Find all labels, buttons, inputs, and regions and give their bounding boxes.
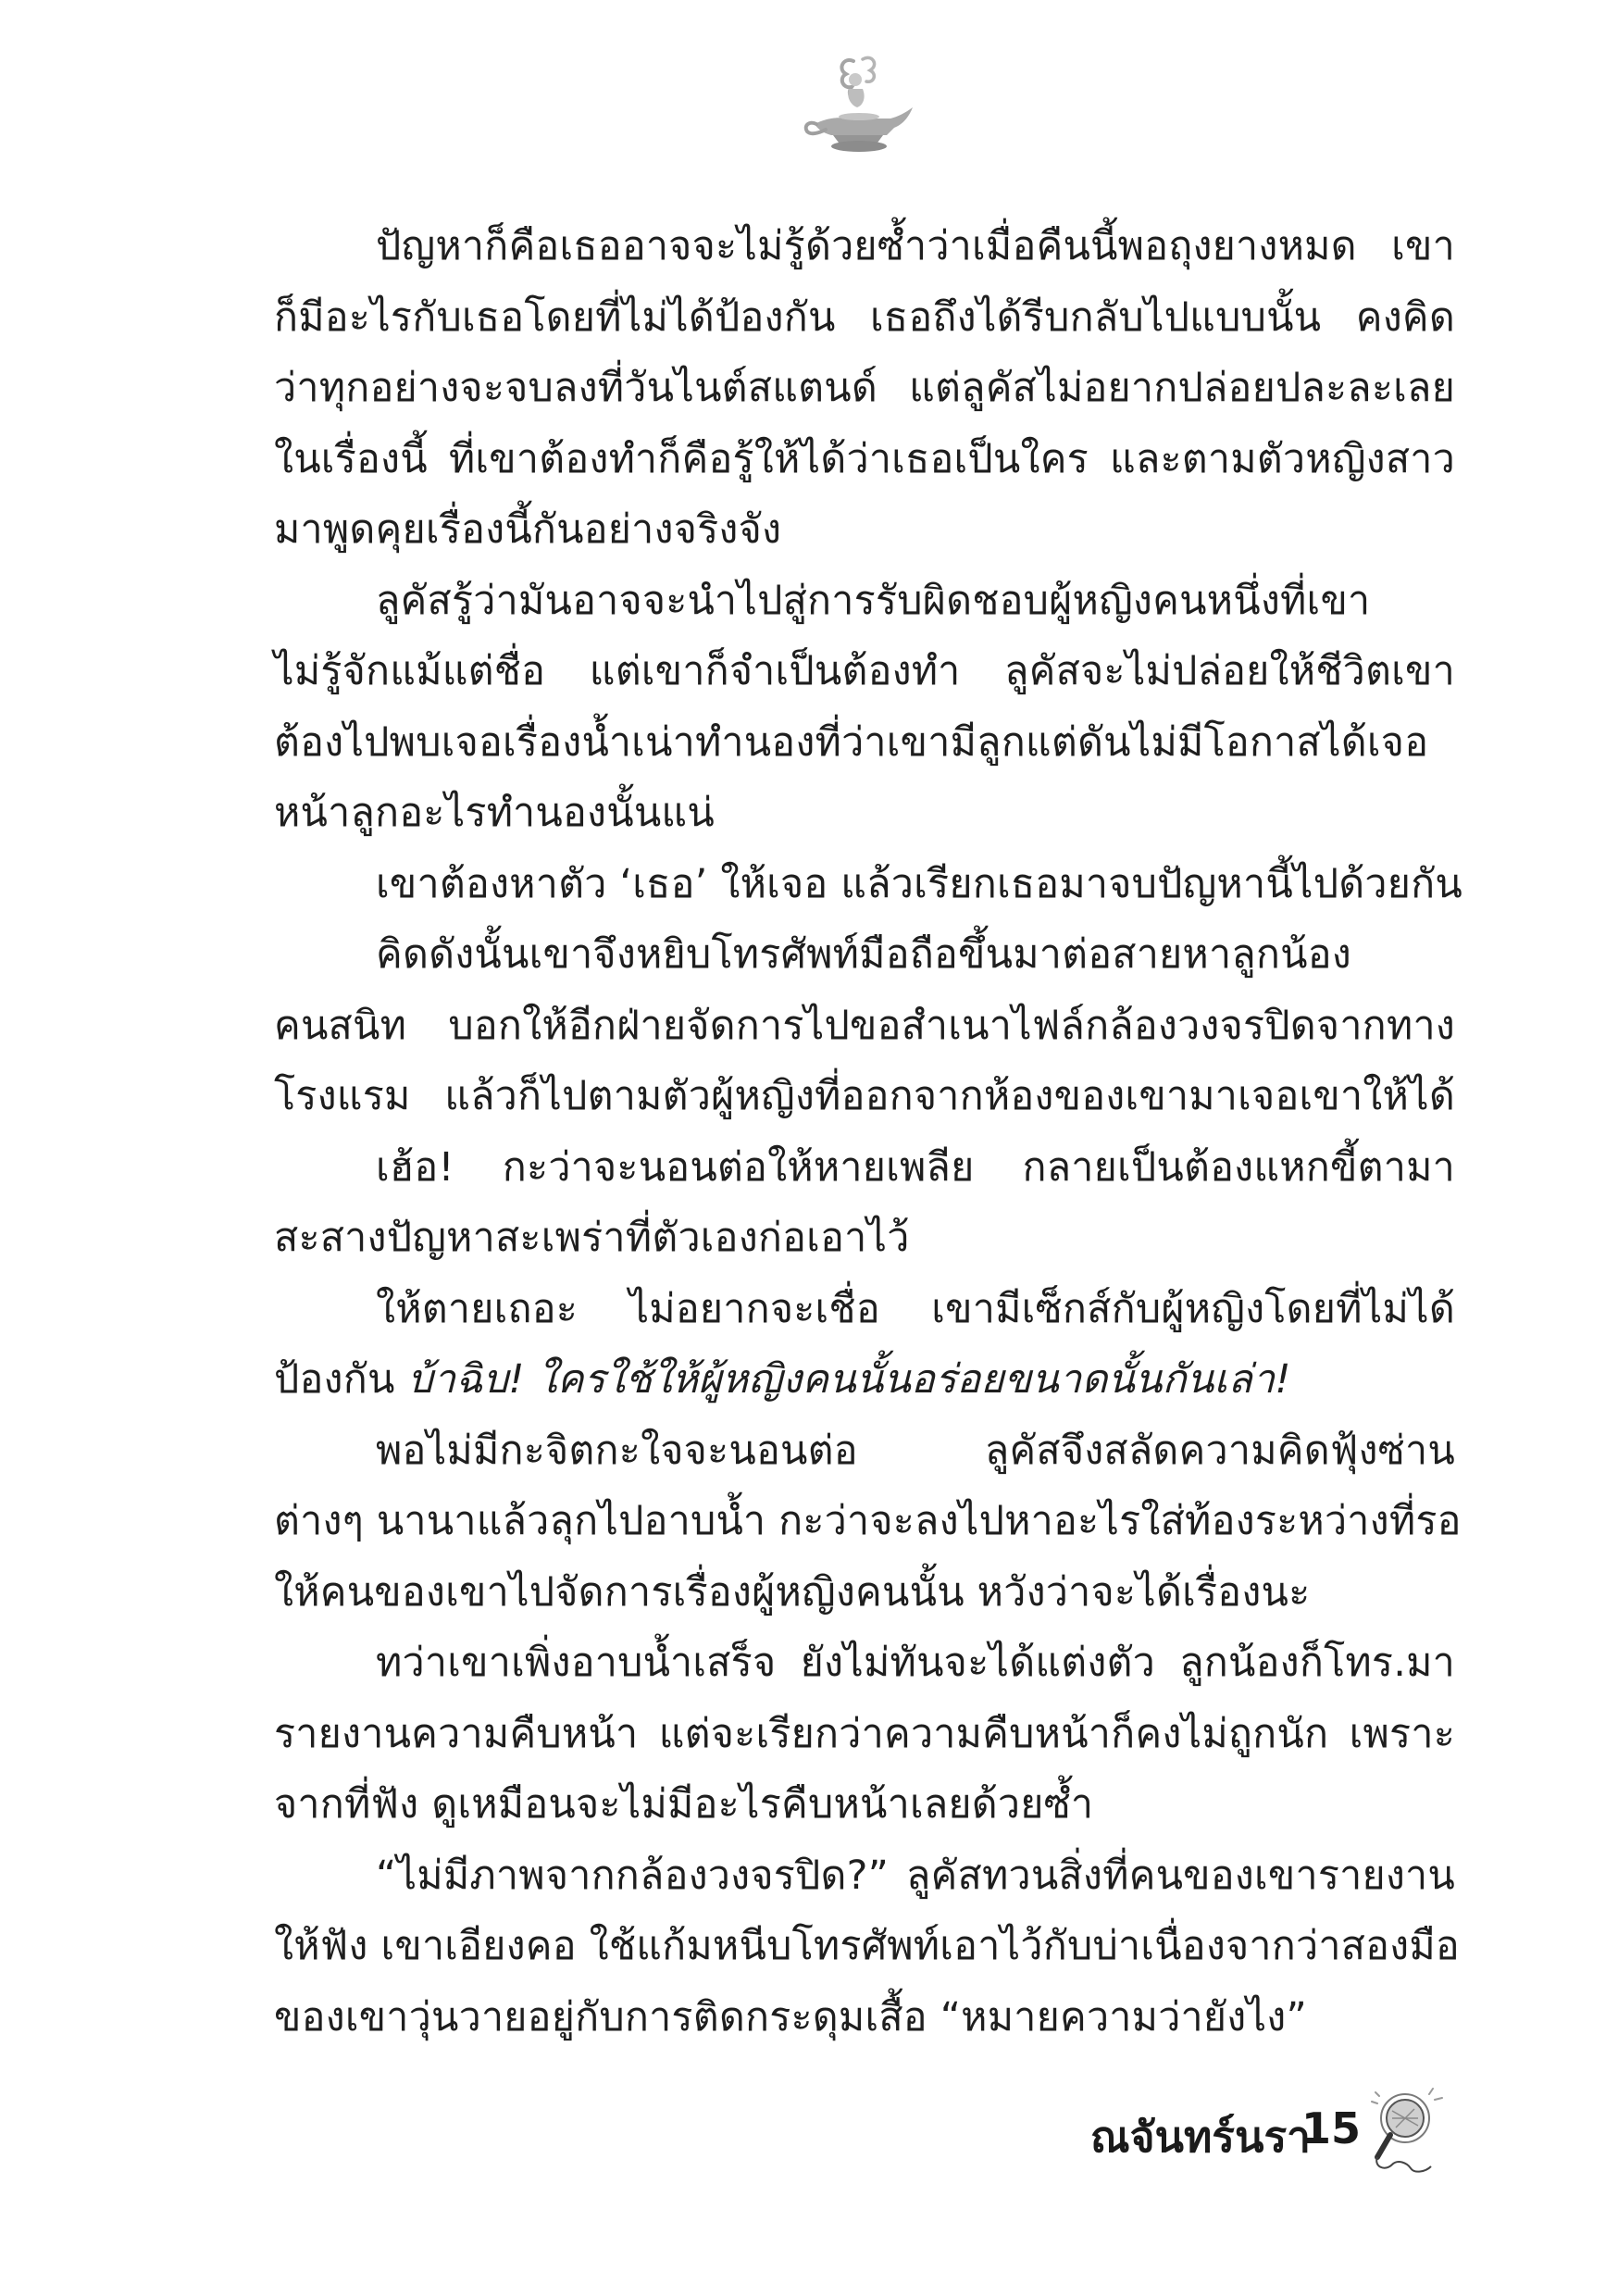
body-text bbox=[274, 211, 1462, 2053]
paragraph-line: ก็มีอะไรกับเธอโดยที่ไม่ได้ป้องกัน เธอถึงได้รีบกลับไปแบบนั้น คงคิด bbox=[274, 293, 1455, 341]
paragraph-line: ให้คนของเขาไปจัดการเรื่องผู้หญิงคนนั้น หวังว่าจะได้เรื่องนะ bbox=[274, 1568, 1311, 1616]
paragraph-line: สะสางปัญหาสะเพร่าที่ตัวเองก่อเอาไว้ bbox=[274, 1215, 910, 1261]
italic-thought: บ้าฉิบ! ใครใช้ให้ผู้หญิงคนนั้นอร่อยขนาดนั้นกันเล่า! bbox=[407, 1356, 1291, 1403]
paragraph-line: ในเรื่องนี้ ที่เขาต้องทำก็คือรู้ให้ได้ว่าเธอเป็นใคร และตามตัวหญิงสาว bbox=[274, 435, 1455, 482]
line-text: ป้องกัน bbox=[274, 1356, 408, 1403]
page-number: 15 bbox=[1301, 2103, 1361, 2153]
paragraph-line: ว่าทุกอย่างจะจบลงที่วันไนต์สแตนด์ แต่ลูคัสไม่อยากปล่อยปละละเลย bbox=[274, 365, 1455, 411]
paragraph-line: คนสนิท บอกให้อีกฝ่ายจัดการไปขอสำเนาไฟล์กล้องวงจรปิดจากทาง bbox=[274, 1002, 1455, 1049]
paragraph-line: ให้ตายเถอะ ไม่อยากจะเชื่อ เขามีเซ็กส์กับผู้หญิงโดยที่ไม่ได้ bbox=[376, 1285, 1455, 1332]
paragraph-line: “ไม่มีภาพจากกล้องวงจรปิด?” ลูคัสทวนสิ่งที่คนของเขารายงาน bbox=[376, 1852, 1455, 1899]
author-name: ณจันทร์นรา bbox=[1089, 2112, 1311, 2162]
paragraph-line: เฮ้อ! กะว่าจะนอนต่อให้หายเพลีย กลายเป็นต้องแหกขี้ตามา bbox=[376, 1143, 1455, 1191]
paragraph-line: ปัญหาก็คือเธออาจจะไม่รู้ด้วยซ้ำว่าเมื่อคืนนี้พอถุงยางหมด เขา bbox=[376, 223, 1455, 269]
paragraph-line: รายงานความคืบหน้า แต่จะเรียกว่าความคืบหน้าก็คงไม่ถูกนัก เพราะ bbox=[274, 1710, 1455, 1757]
paragraph-line: ไม่รู้จักแม้แต่ชื่อ แต่เขาก็จำเป็นต้องทำ ลูคัสจะไม่ปล่อยให้ชีวิตเขา bbox=[274, 648, 1455, 694]
paragraph-line: เขาต้องหาตัว ‘เธอ’ ให้เจอ แล้วเรียกเธอมาจบปัญหานี้ไปด้วยกัน bbox=[376, 860, 1462, 907]
paragraph-line: พอไม่มีกะจิตกะใจจะนอนต่อ ลูคัสจึงสลัดความคิดฟุ้งซ่าน bbox=[376, 1427, 1455, 1474]
paragraph-line: หน้าลูกอะไรทำนองนั้นแน่ bbox=[274, 790, 715, 836]
paragraph-line: คิดดังนั้นเขาจึงหยิบโทรศัพท์มือถือขึ้นมาต่อสายหาลูกน้อง bbox=[376, 931, 1351, 978]
paragraph-line: จากที่ฟัง ดูเหมือนจะไม่มีอะไรคืบหน้าเลยด้วยซ้ำ bbox=[274, 1781, 1094, 1828]
paragraph-line: ให้ฟัง เขาเอียงคอ ใช้แก้มหนีบโทรศัพท์เอาไว้กับบ่าเนื่องจากว่าสองมือ bbox=[274, 1923, 1460, 1969]
paragraph-line: ทว่าเขาเพิ่งอาบน้ำเสร็จ ยังไม่ทันจะได้แต่งตัว ลูกน้องก็โทร.มา bbox=[376, 1640, 1455, 1686]
paragraph-line: ลูคัสรู้ว่ามันอาจจะนำไปสู่การรับผิดชอบผู้หญิงคนหนึ่งที่เขา bbox=[376, 577, 1371, 624]
page-footer bbox=[1037, 2083, 1462, 2194]
paragraph-line bbox=[274, 1344, 1455, 1416]
genie-lamp-icon bbox=[798, 52, 918, 163]
paragraph-line: ต่างๆ นานาแล้วลุกไปอาบน้ำ กะว่าจะลงไปหาอะไรใส่ท้องระหว่างที่รอ bbox=[274, 1498, 1462, 1544]
microphone-icon bbox=[1364, 2083, 1446, 2176]
paragraph-line: ต้องไปพบเจอเรื่องน้ำเน่าทำนองที่ว่าเขามีลูกแต่ดันไม่มีโอกาสได้เจอ bbox=[274, 718, 1429, 766]
paragraph-line: ของเขาวุ่นวายอยู่กับการติดกระดุมเสื้อ “หมายความว่ายังไง” bbox=[274, 1993, 1307, 2040]
paragraph-line: โรงแรม แล้วก็ไปตามตัวผู้หญิงที่ออกจากห้องของเขามาเจอเขาให้ได้ bbox=[274, 1073, 1455, 1119]
paragraph-line: มาพูดคุยเรื่องนี้กันอย่างจริงจัง bbox=[274, 506, 782, 553]
